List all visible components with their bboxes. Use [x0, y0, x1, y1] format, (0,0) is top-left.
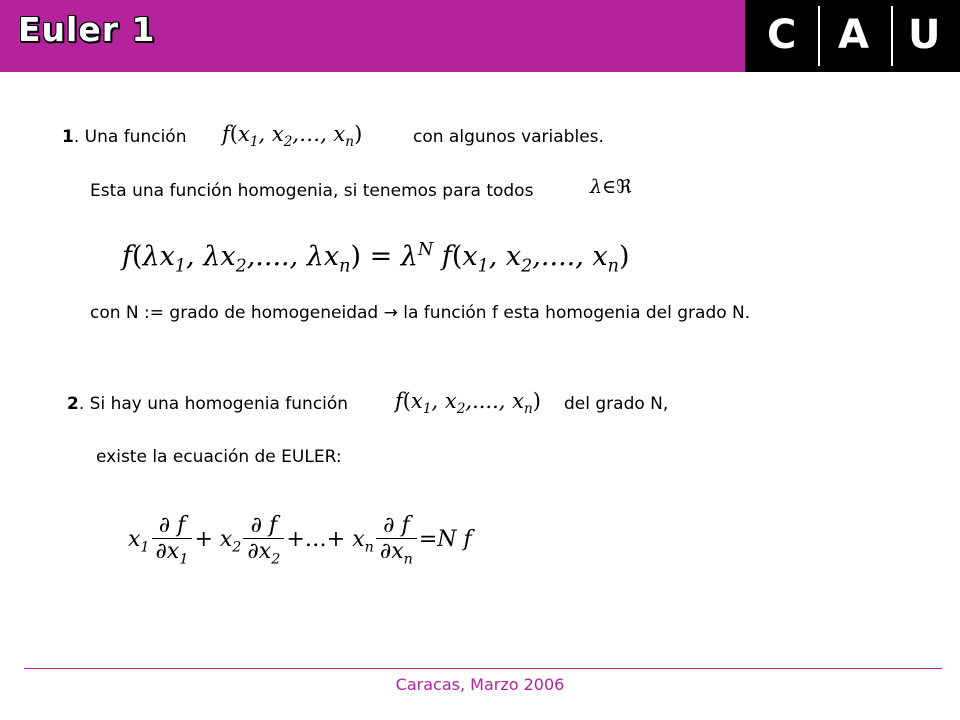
logo-divider	[818, 6, 820, 66]
point2-tail: del grado N,	[564, 394, 669, 414]
function-formula-2: $f(x_1$, $x_2$,...., $x_n$)	[395, 389, 541, 418]
euler-intro-text: existe la ecuación de EULER:	[96, 447, 342, 467]
slide-header	[0, 0, 960, 72]
euler-equation: $x_1$ $\frac{\partial f}{\partial x_1}$ + $x_2$ $\frac{\partial f}{\partial x_2}$ +…+ $x_n$ $\frac{\partial f}{\partial x_n}$ =N f	[128, 513, 472, 568]
point1-intro	[62, 127, 186, 147]
point2-text: . Si hay una homogenia función	[78, 394, 349, 414]
point1-number: 1	[62, 127, 74, 147]
logo-letter-a: A	[838, 12, 869, 58]
logo-letter-c: C	[767, 12, 797, 58]
homogeneity-equation: $f(\lambda x_1$, $\lambda x_2$,...., $\lambda x_n) = \lambda^N$ $f(x_1$, $x_2$,...., $x_n$)	[122, 240, 630, 277]
point2-intro	[67, 394, 348, 414]
lambda-real-formula: λ∈ℜ	[590, 176, 632, 198]
footer-divider	[24, 668, 942, 669]
point1-text: . Una función	[73, 127, 187, 147]
function-formula: $f(x_1$, $x_2,\dots$, $x_n$)	[222, 122, 363, 151]
point1-tail: con algunos variables.	[413, 127, 604, 147]
point2-number: 2	[67, 394, 79, 414]
degree-definition-text: con N := grado de homogeneidad → la función f esta homogenia del grado N.	[90, 303, 751, 323]
footer-text: Caracas, Marzo 2006	[395, 675, 565, 694]
cau-logo	[745, 0, 960, 72]
logo-letter-u: U	[908, 12, 941, 58]
homogeneous-condition-text: Esta una función homogenia, si tenemos para todos	[90, 181, 534, 201]
logo-divider	[891, 6, 893, 66]
slide-title: Euler 1	[18, 10, 156, 49]
